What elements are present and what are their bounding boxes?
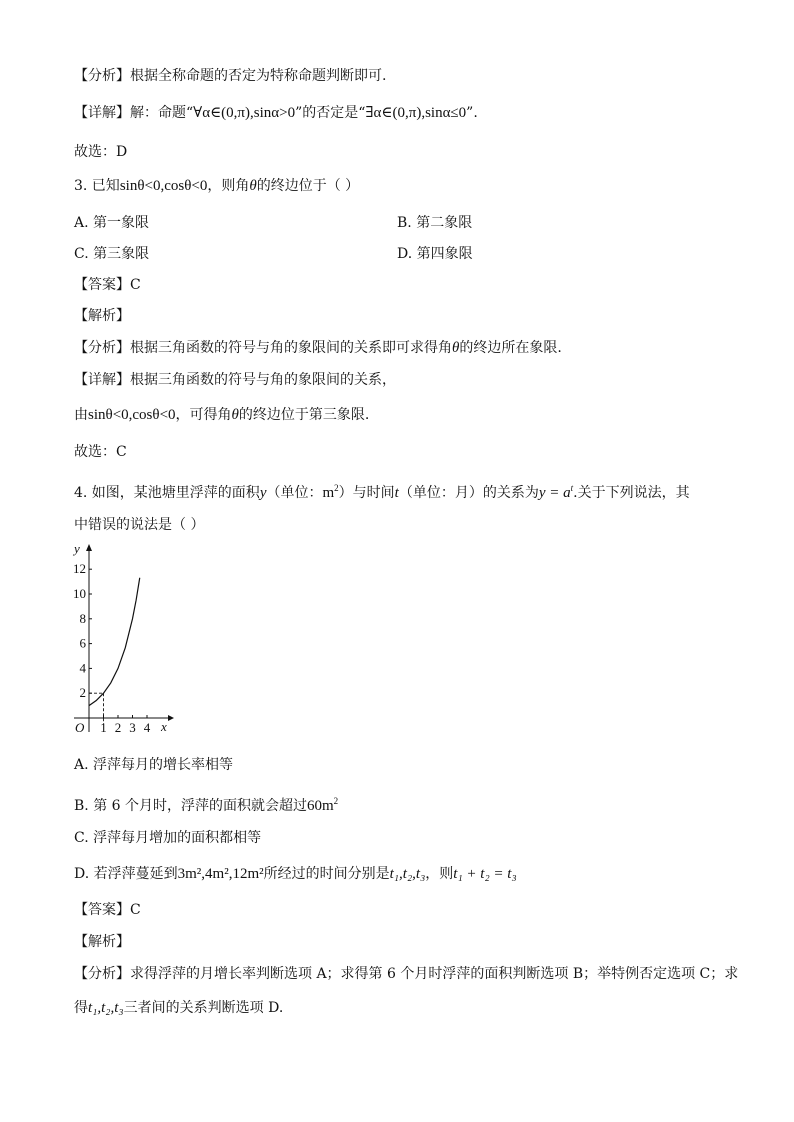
q3-option-c: C. 第三象限 [74,246,150,262]
q3-analysis-suffix: 的终边所在象限. [459,340,562,356]
x-tick-label: 3 [129,720,136,734]
y-tick-label: 2 [79,685,86,701]
y-tick-label: 10 [73,586,86,601]
q3-detail2 [74,405,369,425]
curve-series [89,578,140,706]
q4-stem-t: t [394,485,399,501]
q4-option-c: C. 浮萍每月增加的面积都相等 [74,830,262,846]
q4-stem-unit-m: m [322,485,335,501]
x-tick-label: 4 [143,720,151,734]
q3-option-b: B. 第二象限 [397,215,473,231]
q4-option-b [74,791,338,816]
y-axis-arrow [86,544,92,551]
x-axis-arrow [168,715,174,721]
q2-choice: 故选：D [74,144,128,160]
q3-stem-suffix: 的终边位于（ ） [256,178,360,194]
q4-option-d-vals: 3m²,4m²,12m² [177,866,264,882]
q3-stem-var: θ [249,178,257,194]
q4-stem-line1 [74,478,690,503]
q4-option-b-sup: 2 [333,796,339,806]
q4-stem-line2: 中错误的说法是（ ） [74,517,205,533]
x-tick-label: 1 [100,720,107,734]
q3-stem-mid: ，则角 [207,178,250,194]
q3-detail2-suffix: 的终边位于第三象限. [238,407,370,423]
q3-option-a: A. 第一象限 [74,215,150,231]
q4-stem-formula-sup: t [570,483,574,493]
q4-stem-unit-sup: 2 [334,483,339,493]
q3-stem-expr: sinθ<0,cosθ<0 [119,178,208,194]
q2-detail-prefix: 【详解】解：命题“ [74,105,194,121]
q3-detail2-mid: ，可得角 [175,407,232,423]
q4-option-d-sep: ，则 [425,866,454,882]
q4-stem-y: y [259,485,267,501]
q4-analysis-line2 [74,998,283,1018]
q4-stem-formula-base: y = a [538,485,571,501]
y-tick-label: 12 [73,561,86,577]
q2-analysis: 【分析】根据全称命题的否定为特称命题判断即可. [74,68,387,84]
q2-detail [74,103,478,123]
q3-analysis-var: θ [452,340,460,356]
y-tick-label: 6 [79,635,86,651]
q4-stem-unit [322,485,338,501]
q4-option-b-num: 60m [307,798,334,814]
q3-analysis [74,338,562,358]
x-axis-label: x [161,719,167,734]
q3-detail: 【详解】根据三角函数的符号与角的象限间的关系， [74,372,396,388]
q3-stem-prefix: 3. 已知 [74,178,120,194]
q4-option-d-eq: t₁ + t₂ = t₃ [453,866,517,882]
q4-option-a: A. 浮萍每月的增长率相等 [74,757,234,773]
exponential-graph [66,542,178,734]
q4-stem-d: （单位：月）的关系为 [398,485,539,501]
q2-detail-mid: ”的否定是“ [295,105,366,121]
q3-detail2-var: θ [231,407,239,423]
x-tick-label: 2 [114,720,122,734]
q4-stem-a: 4. 如图，某池塘里浮萍的面积 [74,485,260,501]
origin-label: O [75,720,85,734]
y-tick-label: 4 [79,660,86,676]
q4-option-b-val [307,798,338,814]
q3-analysis-prefix: 【分析】根据三角函数的符号与角的象限间的关系即可求得角 [74,340,452,356]
q4-option-d-ts: t₁,t₂,t₃ [389,866,426,882]
q4-option-d [74,864,517,884]
q4-stem-e: .关于下列说法，其 [573,485,690,501]
q4-option-d-prefix: D. 若浮萍蔓延到 [74,866,178,882]
q4-analysis2-ts: t₁,t₂,t₃ [88,1000,124,1016]
y-axis-label: y [74,542,80,556]
y-tick-label: 8 [79,610,86,626]
q3-detail2-prefix: 由 [74,407,88,423]
q4-analysis2-suffix: 三者间的关系判断选项 D. [123,1000,284,1016]
q4-jiexi: 【解析】 [74,934,130,950]
q3-answer: 【答案】C [74,277,141,293]
q4-option-b-prefix: B. 第 6 个月时，浮萍的面积就会超过 [74,798,307,814]
q4-stem-b: （单位： [266,485,323,501]
q4-analysis-line1: 【分析】求得浮萍的月增长率判断选项 A；求得第 6 个月时浮萍的面积判断选项 B；举特例否定选项 C；求 [74,966,739,982]
q3-option-d: D. 第四象限 [397,246,473,262]
q4-option-d-mid: 所经过的时间分别是 [263,866,390,882]
q2-detail-suffix: ”. [466,105,478,121]
q2-detail-expr1: ∀α∈(0,π),sinα>0 [193,105,296,121]
q3-choice: 故选：C [74,444,127,460]
q3-detail2-expr: sinθ<0,cosθ<0 [88,407,176,423]
q4-stem-c: ）与时间 [338,485,395,501]
q4-analysis2-prefix: 得 [74,1000,88,1016]
q4-answer: 【答案】C [74,902,141,918]
q3-jiexi: 【解析】 [74,308,130,324]
q3-stem [74,176,359,196]
q2-detail-expr2: ∃α∈(0,π),sinα≤0 [365,105,467,121]
q4-stem-formula [539,485,573,501]
